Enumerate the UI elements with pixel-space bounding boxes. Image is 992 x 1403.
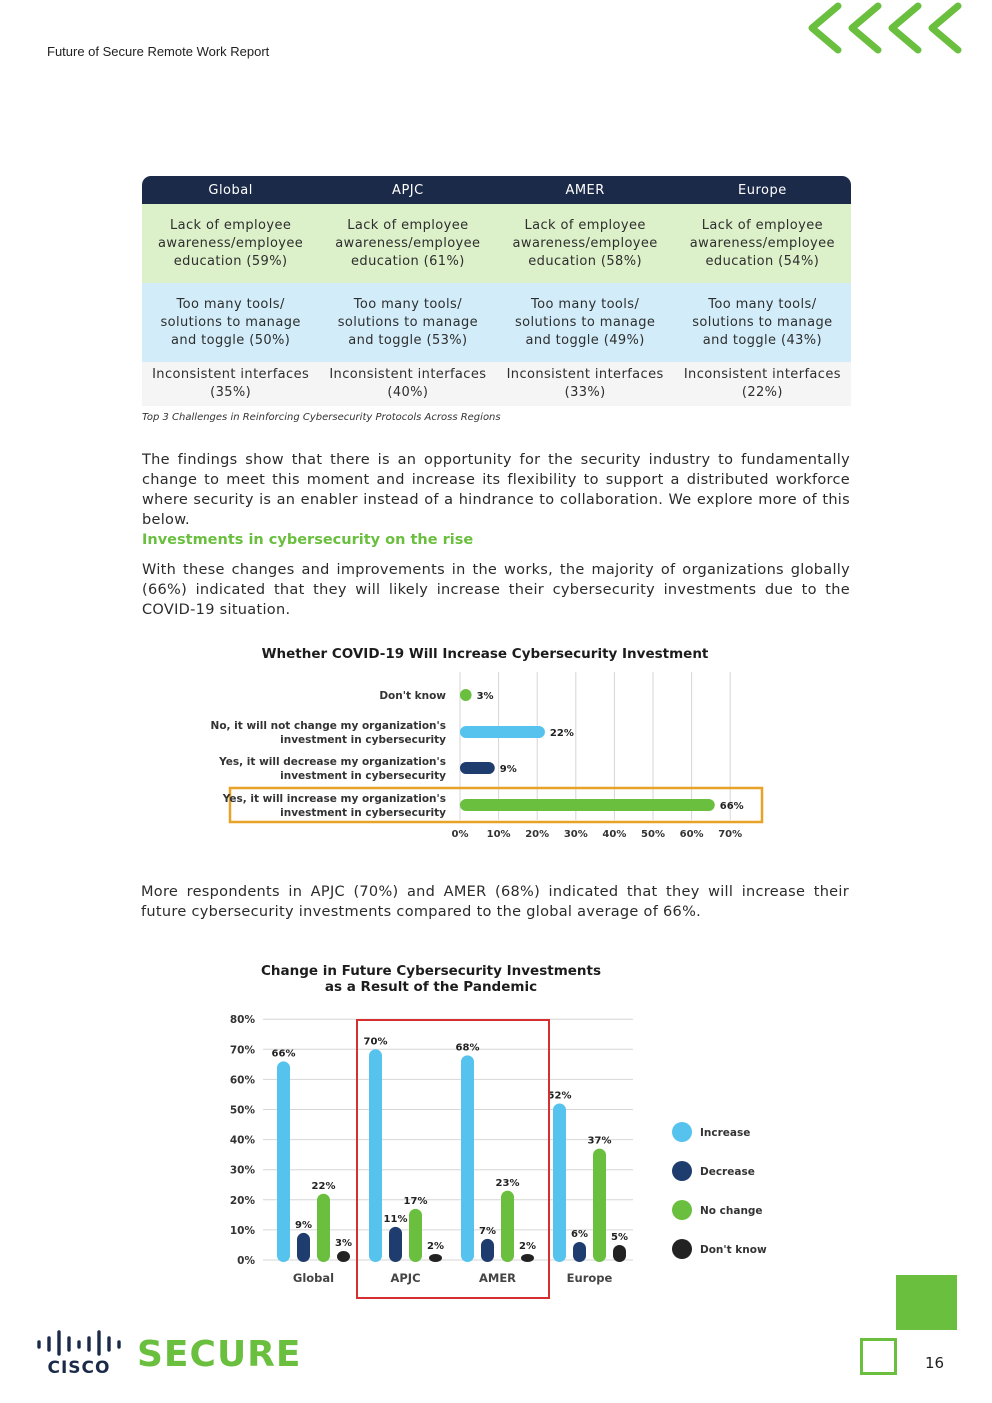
x-tick-label: 50% (641, 829, 665, 840)
investments-paragraph: With these changes and improvements in the works, the majority of organizations globally (66%) indicated that they will likely increase their cybersecurity investments due to the COVID-19 situation. (142, 562, 850, 618)
category-label: investment in cybersecurity (280, 770, 446, 782)
legend-swatch (672, 1239, 692, 1259)
x-tick-label: 30% (563, 829, 588, 840)
y-tick-label: 50% (229, 1104, 255, 1117)
table-cell: Inconsistent interfaces (40%) (319, 362, 496, 406)
bar (429, 1254, 442, 1262)
category-label: Yes, it will increase my organization's (222, 793, 446, 805)
table-row (142, 362, 851, 406)
bar (460, 799, 715, 811)
table-header-row (142, 176, 851, 204)
table-cell: Lack of employee awareness/employee education (58%) (497, 204, 674, 283)
data-label: 22% (311, 1180, 336, 1192)
hbar-chart-title: Whether COVID-19 Will Increase Cybersecurity Investment (261, 646, 709, 662)
bar (553, 1103, 566, 1262)
bar (317, 1194, 330, 1262)
y-tick-label: 20% (229, 1194, 255, 1207)
table-cell: Too many tools/ solutions to manage and toggle (49%) (497, 283, 674, 362)
bar (461, 1055, 474, 1262)
bar (337, 1251, 350, 1262)
column-header-amer: AMER (497, 176, 674, 204)
bar (460, 726, 545, 738)
legend-label: Don't know (700, 1244, 767, 1256)
regional-paragraph: More respondents in APJC (70%) and AMER (68%) indicated that they will increase their future cybersecurity investments compared to the global average of 66%. (141, 884, 849, 920)
y-tick-label: 40% (229, 1134, 255, 1147)
data-label: 6% (571, 1228, 588, 1240)
data-label: 68% (455, 1042, 480, 1054)
bar (481, 1239, 494, 1262)
data-label: 3% (335, 1237, 352, 1249)
data-label: 3% (476, 691, 494, 702)
cisco-logo-icon (36, 1328, 124, 1376)
bar (501, 1191, 514, 1262)
table-cell: Too many tools/ solutions to manage and toggle (43%) (674, 283, 851, 362)
legend-label: No change (700, 1205, 763, 1217)
table-cell: Lack of employee awareness/employee education (61%) (319, 204, 496, 283)
table-cell: Too many tools/ solutions to manage and toggle (50%) (142, 283, 319, 362)
data-label: 7% (479, 1225, 496, 1237)
table-caption: Top 3 Challenges in Reinforcing Cybersecurity Protocols Across Regions (142, 412, 501, 423)
legend-swatch (672, 1122, 692, 1142)
data-label: 66% (719, 801, 744, 812)
category-label: Don't know (379, 690, 446, 702)
secure-wordmark: SECURE (137, 1334, 302, 1375)
y-tick-label: 30% (229, 1164, 255, 1177)
data-label: 2% (519, 1240, 536, 1252)
vbar-chart-subtitle: as a Result of the Pandemic (324, 979, 538, 995)
table-row (142, 283, 851, 362)
y-tick-label: 10% (229, 1224, 255, 1237)
data-label: 9% (295, 1219, 312, 1231)
bar (297, 1233, 310, 1262)
x-tick-label: 20% (525, 829, 550, 840)
regional-investment-chart (0, 1005, 992, 1315)
data-label: 23% (495, 1177, 520, 1189)
x-tick-label: 70% (718, 829, 743, 840)
category-label: AMER (478, 1271, 517, 1285)
section-heading: Investments in cybersecurity on the rise (142, 532, 474, 548)
challenges-table (142, 176, 851, 406)
bar (521, 1254, 534, 1262)
vbar-chart-title-line1: Change in Future Cybersecurity Investments (260, 963, 602, 979)
y-tick-label: 0% (237, 1255, 255, 1267)
data-label: 37% (587, 1135, 612, 1147)
bar (460, 689, 472, 701)
page-number: 16 (925, 1354, 945, 1372)
bar (409, 1209, 422, 1262)
x-tick-label: 10% (486, 829, 511, 840)
decorative-green-square (896, 1275, 957, 1330)
data-label: 2% (427, 1240, 444, 1252)
category-label: Yes, it will decrease my organization's (219, 756, 446, 768)
table-cell: Lack of employee awareness/employee education (54%) (674, 204, 851, 283)
table-cell: Inconsistent interfaces (35%) (142, 362, 319, 406)
y-tick-label: 60% (229, 1074, 255, 1087)
bar (593, 1149, 606, 1262)
cisco-wordmark: CISCO (47, 1358, 111, 1376)
vbar-chart-title (240, 963, 622, 995)
bar (573, 1242, 586, 1262)
category-label: investment in cybersecurity (280, 734, 446, 746)
column-header-europe: Europe (674, 176, 851, 204)
category-label: Global (292, 1271, 335, 1285)
chevron-decoration-icon (792, 0, 992, 62)
legend-label: Decrease (700, 1166, 755, 1178)
y-tick-label: 80% (229, 1014, 255, 1027)
column-header-apjc: APJC (319, 176, 496, 204)
table-cell: Inconsistent interfaces (33%) (497, 362, 674, 406)
decorative-outline-square (860, 1338, 897, 1375)
data-label: 66% (271, 1048, 296, 1060)
legend-swatch (672, 1161, 692, 1181)
bar (613, 1245, 626, 1262)
legend-swatch (672, 1200, 692, 1220)
data-label: 22% (549, 728, 574, 739)
data-label: 11% (383, 1213, 408, 1225)
data-label: 52% (547, 1090, 572, 1102)
table-row (142, 204, 851, 283)
table-cell: Lack of employee awareness/employee education (59%) (142, 204, 319, 283)
report-title: Future of Secure Remote Work Report (47, 44, 270, 59)
table-cell: Inconsistent interfaces (22%) (674, 362, 851, 406)
data-label: 70% (363, 1036, 388, 1048)
category-label: investment in cybersecurity (280, 807, 446, 819)
table-cell: Too many tools/ solutions to manage and toggle (53%) (319, 283, 496, 362)
column-header-global: Global (142, 176, 319, 204)
legend-label: Increase (700, 1127, 751, 1139)
category-label: No, it will not change my organization's (210, 720, 446, 732)
bar (460, 762, 495, 774)
x-tick-label: 60% (679, 829, 704, 840)
y-tick-label: 70% (229, 1044, 255, 1057)
bar (369, 1049, 382, 1262)
category-label: APJC (390, 1271, 421, 1285)
data-label: 17% (403, 1195, 428, 1207)
x-tick-label: 0% (451, 829, 469, 840)
category-label: Europe (566, 1271, 613, 1285)
data-label: 9% (499, 764, 517, 775)
bar (277, 1061, 290, 1262)
highlight-box (357, 1020, 549, 1298)
bar (389, 1227, 402, 1262)
x-tick-label: 40% (602, 829, 627, 840)
findings-paragraph: The findings show that there is an opportunity for the security industry to fundamentally change to meet this moment and increase its flexibility to support a distributed workforce where security is an enabler instead of a hindrance to collaboration. We explore more of this below. (142, 452, 850, 528)
data-label: 5% (611, 1231, 628, 1243)
investment-intent-chart (0, 670, 992, 870)
